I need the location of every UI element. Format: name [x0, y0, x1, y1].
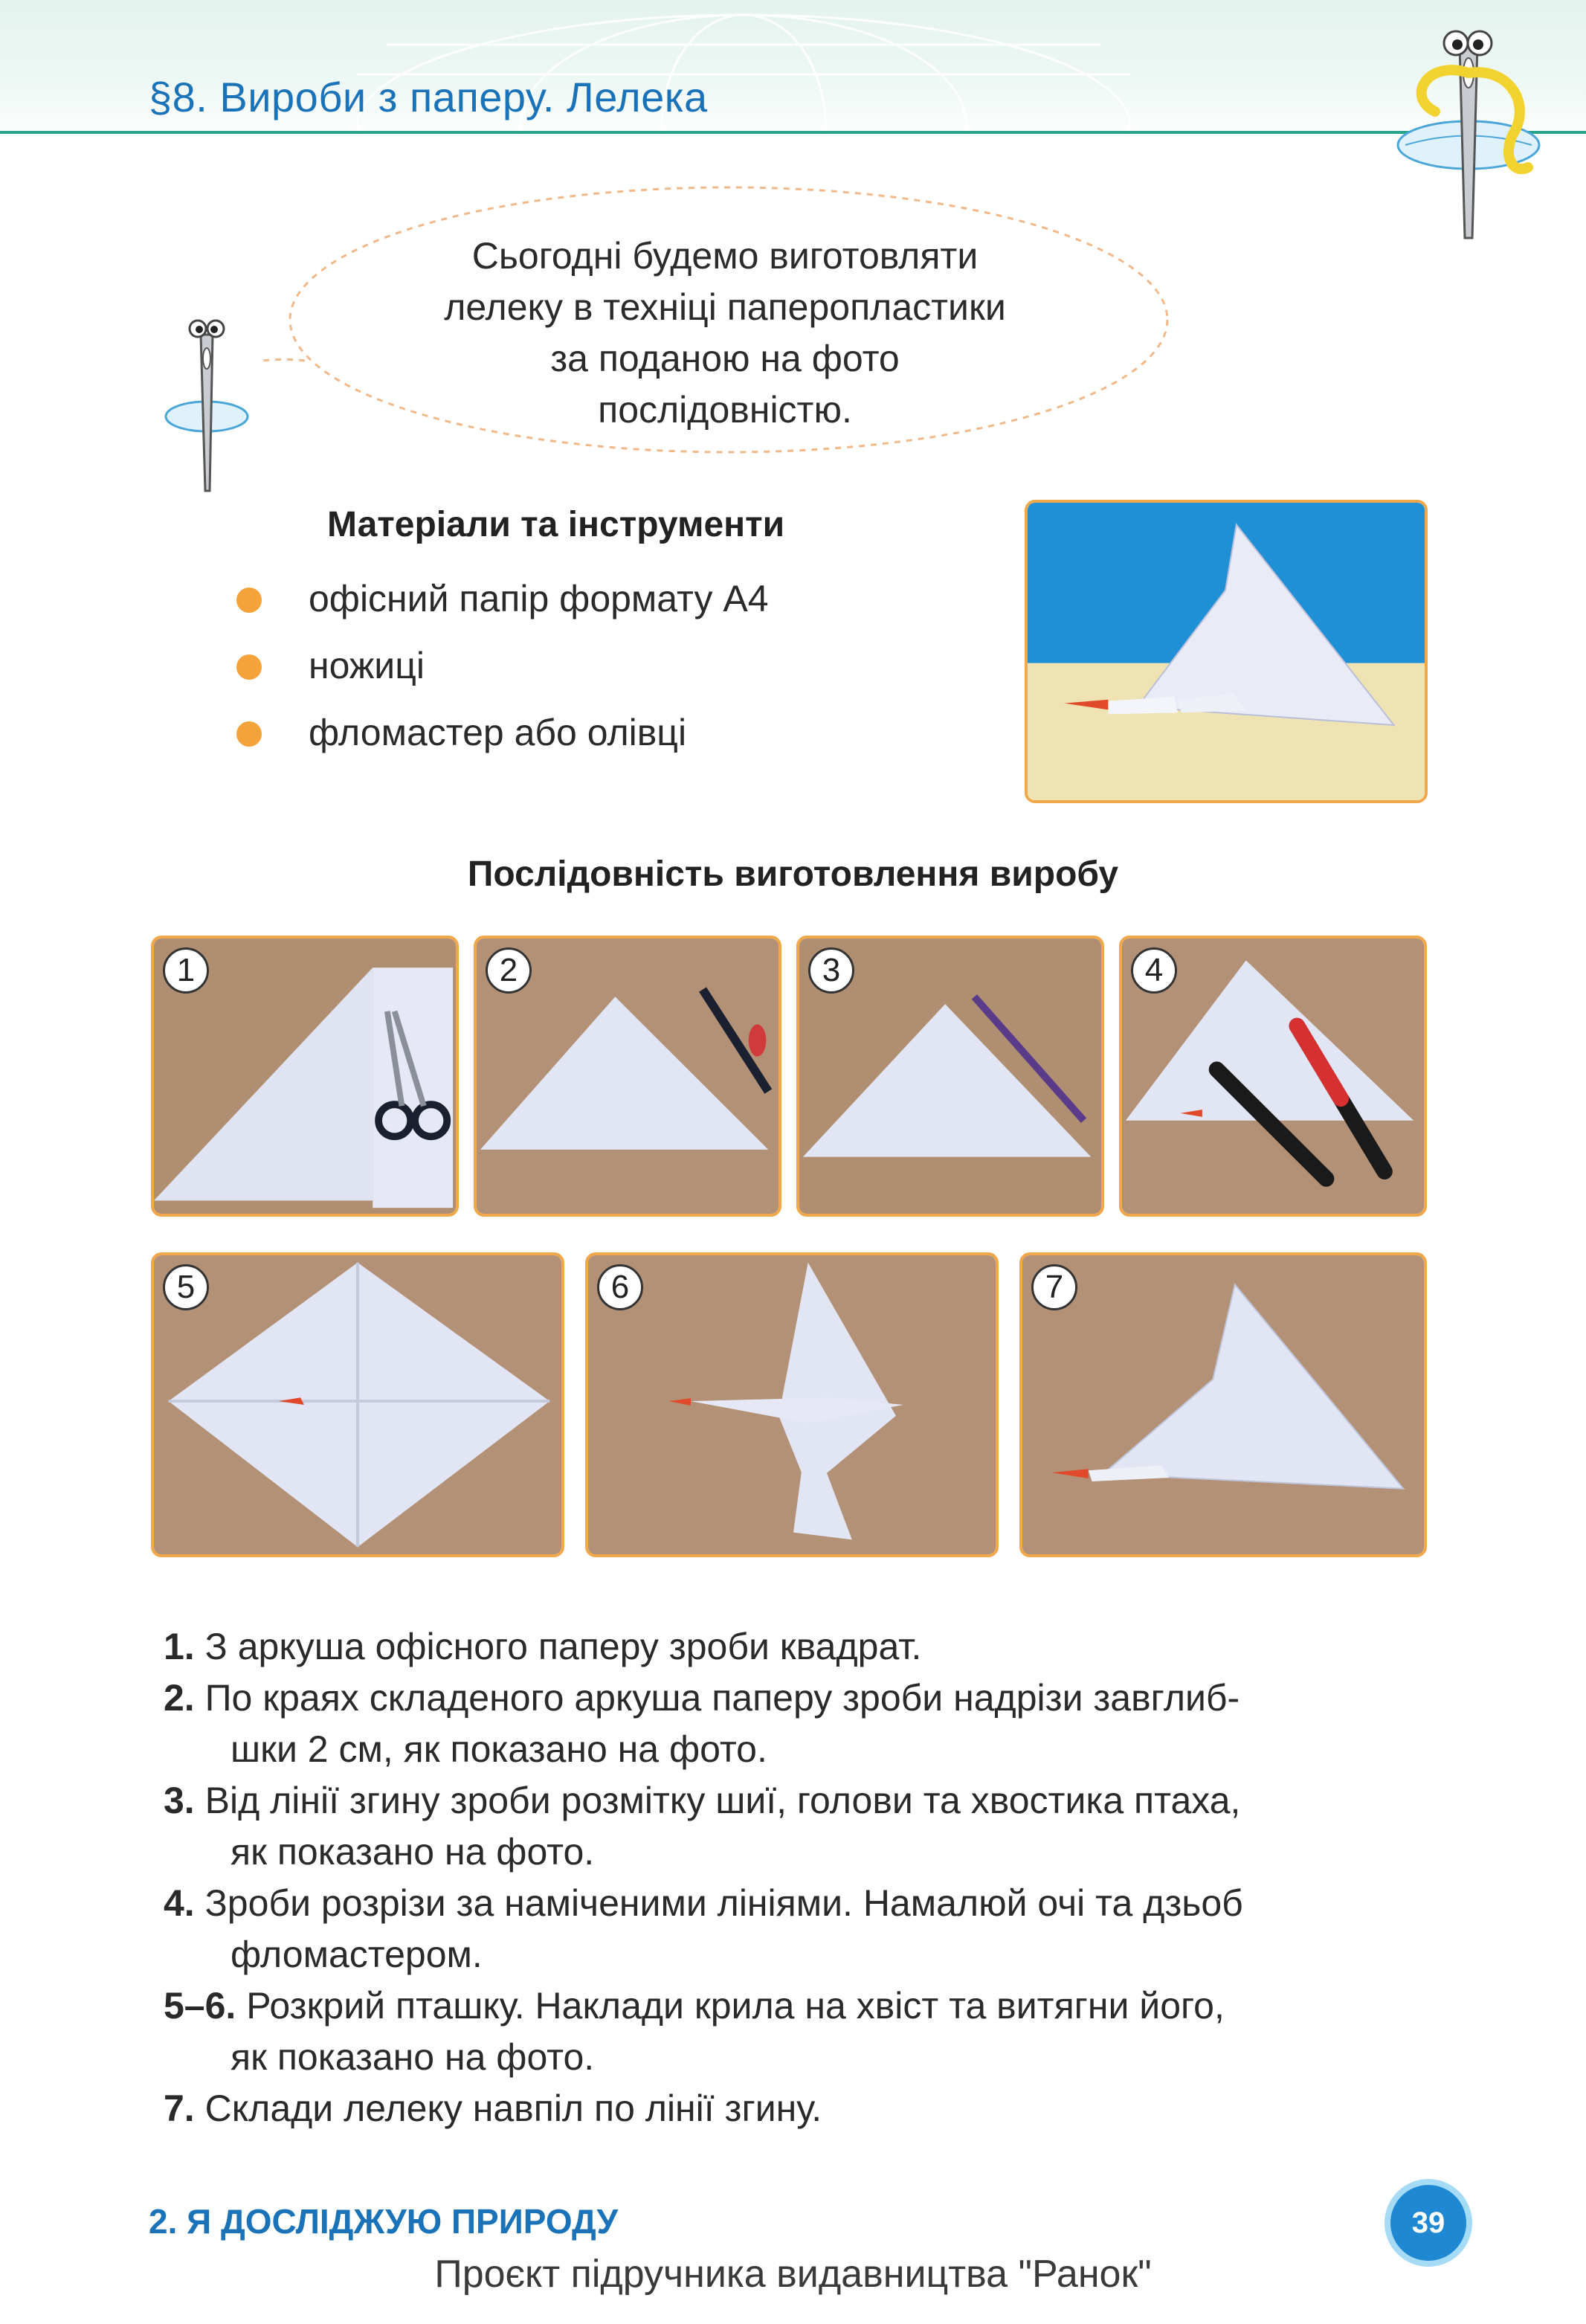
step-number: 5–6.	[164, 1985, 236, 2027]
step-text-continued: шки 2 см, як показано на фото.	[231, 1728, 767, 1770]
step-photo-2	[474, 936, 781, 1217]
step-number-badge: 5	[163, 1264, 209, 1310]
section-title: §8. Вироби з паперу. Лелека	[149, 74, 708, 120]
materials-item	[231, 640, 769, 706]
instruction-step	[164, 1775, 1442, 1878]
step-number: 7.	[164, 2088, 195, 2129]
instruction-step	[164, 2083, 1442, 2134]
step-number: 1.	[164, 1626, 195, 1667]
header-band	[0, 0, 1586, 141]
needle-mascot-icon	[1383, 15, 1554, 253]
instruction-step	[164, 1621, 1442, 1673]
step-text: Від лінії згину зроби розмітку шиї, голови та хвостика птаха,	[204, 1780, 1241, 1821]
speech-line: послідовністю.	[598, 389, 852, 431]
speech-line: лелеку в техніці паперопластики	[444, 286, 1006, 328]
step-number: 4.	[164, 1882, 195, 1924]
materials-item-label: офісний папір формату А4	[309, 578, 769, 619]
instructions-list	[164, 1621, 1442, 2134]
step-text: Зроби розрізи за наміченими лініями. Намалюй очі та дзьоб	[204, 1882, 1243, 1924]
step-photo-5	[151, 1252, 564, 1557]
footer-credit: Проєкт підручника видавництва "Ранок"	[434, 2253, 1152, 2296]
instruction-step	[164, 1878, 1442, 1980]
needle-speaker-icon	[156, 312, 268, 498]
speech-line: Сьогодні будемо виготовляти	[471, 235, 979, 277]
step-number-badge: 1	[163, 947, 209, 994]
materials-item	[231, 706, 769, 773]
materials-list	[231, 573, 769, 773]
step-photo-3	[796, 936, 1104, 1217]
instruction-step	[164, 1673, 1442, 1775]
bullet-dot-icon	[236, 721, 262, 747]
footer-section-title: 2. Я ДОСЛІДЖУЮ ПРИРОДУ	[149, 2202, 618, 2241]
bullet-dot-icon	[236, 654, 262, 680]
bullet-dot-icon	[236, 588, 262, 613]
materials-item-label: ножиці	[309, 645, 425, 686]
step-text: По краях складеного аркуша паперу зроби надрізи завглиб-	[204, 1677, 1240, 1719]
step-text-continued: як показано на фото.	[231, 2036, 595, 2078]
step-photo-6	[585, 1252, 999, 1557]
step-text-continued: як показано на фото.	[231, 1831, 595, 1873]
materials-title: Матеріали та інструменти	[327, 505, 785, 544]
page-number-badge: 39	[1384, 2179, 1472, 2267]
step-text-continued: фломастером.	[231, 1934, 483, 1975]
step-number-badge: 6	[597, 1264, 643, 1310]
materials-item-label: фломастер або олівці	[309, 712, 687, 753]
step-text: Склади лелеку навпіл по лінії згину.	[204, 2088, 822, 2129]
sequence-title: Послідовність виготовлення виробу	[467, 854, 1119, 894]
speech-bubble-text	[364, 231, 1086, 436]
materials-item	[231, 573, 769, 640]
step-number-badge: 2	[486, 947, 532, 994]
speech-line: за поданою на фото	[550, 338, 900, 379]
step-number: 3.	[164, 1780, 195, 1821]
step-photo-7	[1019, 1252, 1427, 1557]
step-text: З аркуша офісного паперу зроби квадрат.	[204, 1626, 922, 1667]
header-divider	[0, 131, 1586, 134]
step-photo-1	[151, 936, 459, 1217]
step-number-badge: 4	[1131, 947, 1177, 994]
finished-stork-photo	[1025, 500, 1428, 803]
step-number-badge: 3	[808, 947, 854, 994]
step-number: 2.	[164, 1677, 195, 1719]
step-photo-4	[1119, 936, 1427, 1217]
step-number-badge: 7	[1031, 1264, 1077, 1310]
instruction-step	[164, 1980, 1442, 2083]
step-text: Розкрий пташку. Наклади крила на хвіст та витягни його,	[246, 1985, 1225, 2027]
